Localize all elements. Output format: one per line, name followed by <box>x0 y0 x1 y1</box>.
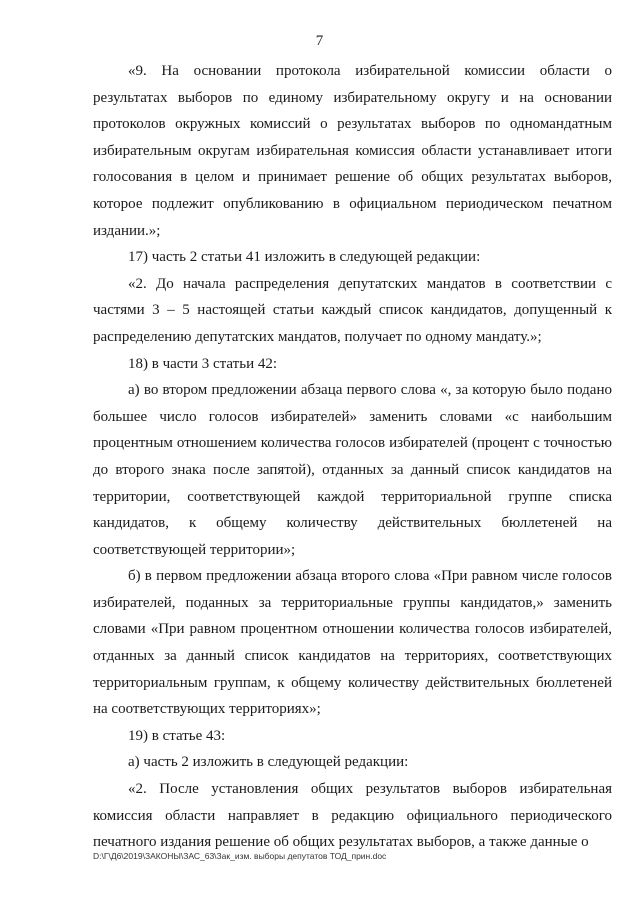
paragraph-point-17: 17) часть 2 статьи 41 изложить в следующей редакции: <box>128 249 481 266</box>
paragraph-point-19: 19) в статье 43: <box>128 727 226 744</box>
document-body <box>93 58 612 856</box>
paragraph-article-41-text: «2. До начала распределения депутатских мандатов в соответствии с частями 3 – 5 настоящей статьи каждый список кандидатов, допущенный к распределению депутатских мандатов, получает по одному мандату.»; <box>93 275 612 345</box>
paragraph-article-43-text: «2. После установления общих результатов выборов избирательная комиссия области направляет в редакцию официального периодического печатного издания решение об общих результатах выборов, а также данные о <box>93 781 612 851</box>
page-number: 7 <box>315 33 324 49</box>
file-path-footer: D:\Г\Д6\2019\ЗАКОНЫ\ЗАС_63\Зак_изм. выборы депутатов ТОД_прин.doc <box>93 851 387 861</box>
paragraph-subpoint-a-2: а) часть 2 изложить в следующей редакции: <box>128 754 409 771</box>
paragraph-subpoint-a: а) во втором предложении абзаца первого слова «, за которую было подано большее число голосов избирателей» заменить словами «с наибольшим процентным отношением количества голосов избирателей (процент с точностью до второго знака после запятой), отданных за данный список кандидатов на территории, соответствующей каждой территориальной группе списка кандидатов, к общему количеству действительных бюллетеней на соответствующей территории»; <box>93 382 612 558</box>
paragraph-item-9-text: «9. На основании протокола избирательной комиссии области о результатах выборов по единому избирательному округу и на основании протоколов окружных комиссий о результатах выборов по одномандатным избирательным округам избирательная комиссия области устанавливает итоги голосования в целом и принимает решение об общих результатах выборов, которое подлежит опубликованию в официальном периодическом печатном издании.»; <box>93 63 612 239</box>
paragraph-point-18: 18) в части 3 статьи 42: <box>128 355 278 372</box>
paragraph-subpoint-b: б) в первом предложении абзаца второго слова «При равном числе голосов избирателей, поданных за территориальные группы кандидатов,» заменить словами «При равном процентном отношении количества голосов избирателей, отданных за данный список кандидатов на территориях, соответствующих территориальным группам, к общему количеству действительных бюллетеней на соответствующих территориях»; <box>93 568 612 718</box>
